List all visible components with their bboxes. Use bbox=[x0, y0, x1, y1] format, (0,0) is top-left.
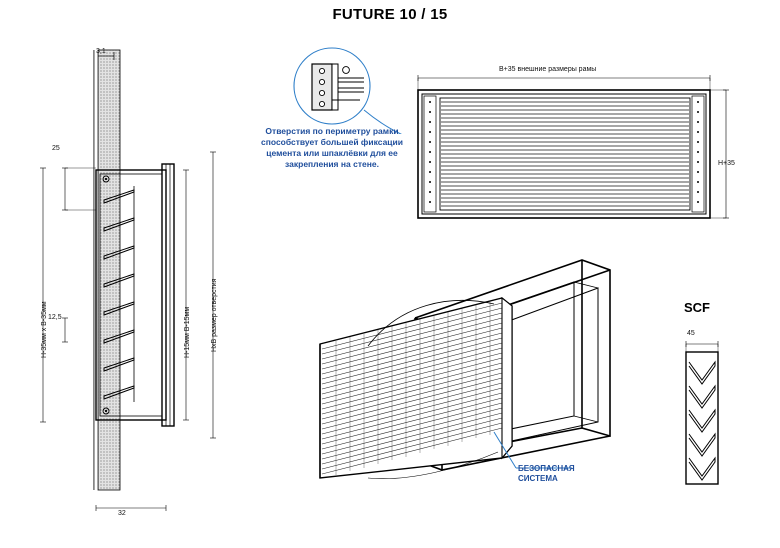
front-view bbox=[404, 66, 744, 240]
dim-left-height: H-35мм x B-35мм bbox=[41, 301, 48, 358]
dim-front-width: B+35 внешние размеры рамы bbox=[499, 66, 597, 73]
detail-bubble-svg bbox=[268, 44, 418, 134]
dim-mid-height: H-15мм B-15мм bbox=[184, 306, 191, 358]
detail-bubble bbox=[268, 44, 418, 134]
dim-scf-width: 45 bbox=[687, 330, 695, 337]
front-view-svg bbox=[404, 70, 744, 240]
page-title: FUTURE 10 / 15 bbox=[332, 6, 448, 23]
scf-title: SCF bbox=[684, 300, 710, 315]
dim-front-height: H+35 bbox=[718, 160, 735, 167]
safety-system-callout: БЕЗОПАСНАЯ СИСТЕМА bbox=[518, 464, 575, 483]
scf-view-svg bbox=[672, 328, 772, 508]
isometric-view-svg bbox=[280, 246, 680, 496]
dim-12-5: 12,5 bbox=[48, 314, 62, 321]
dim-25: 25 bbox=[52, 145, 60, 152]
dim-thickness-3-1: 3,1 bbox=[96, 48, 106, 55]
left-section-view bbox=[10, 40, 240, 540]
left-section-svg bbox=[10, 40, 240, 540]
isometric-view bbox=[280, 246, 680, 496]
detail-callout-text: Отверстия по периметру рамки способствует большей фиксации цемента или шпаклёвки для ее закрепления на стене. bbox=[261, 126, 403, 169]
dim-32: 32 bbox=[118, 510, 126, 517]
dim-opening: HxB размер отверстия bbox=[211, 278, 218, 352]
scf-view bbox=[672, 300, 772, 510]
